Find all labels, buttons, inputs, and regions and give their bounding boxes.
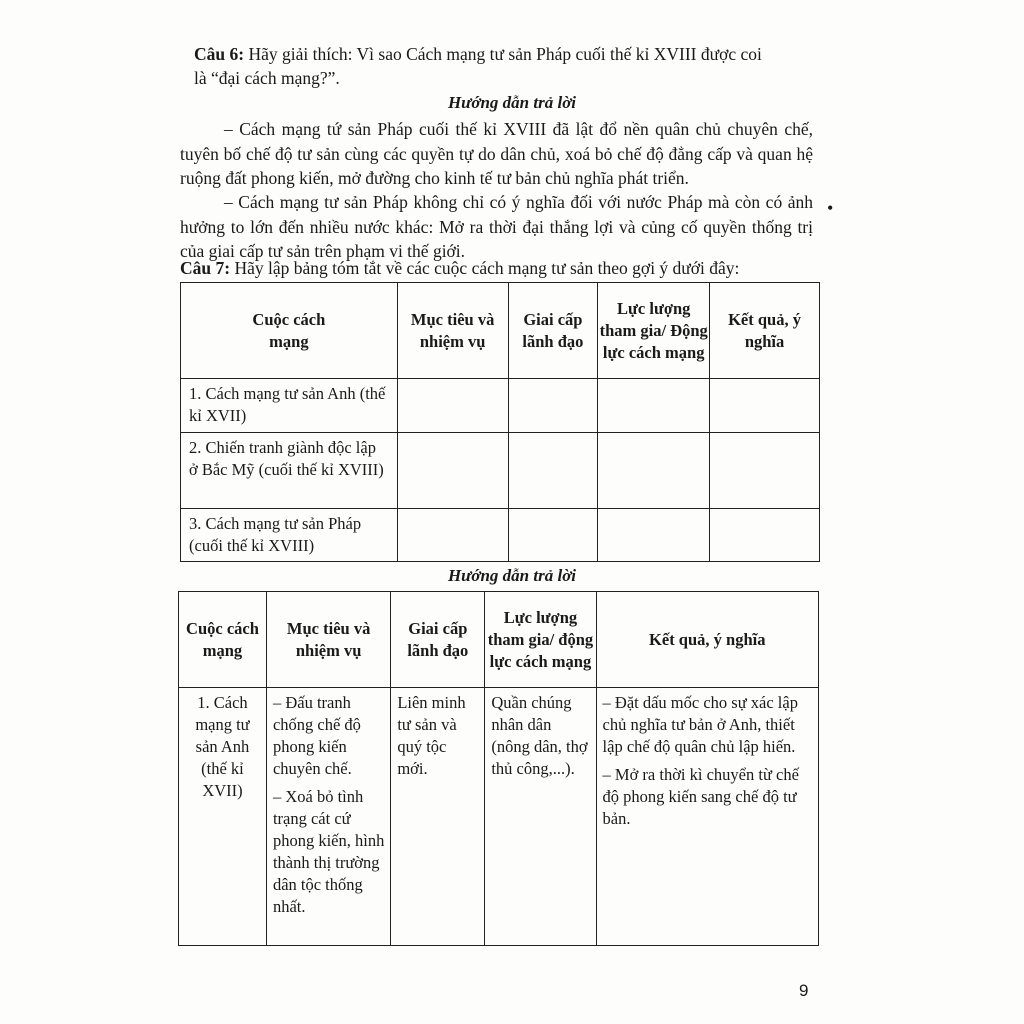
table-row xyxy=(181,379,820,433)
table-header-row xyxy=(179,592,819,688)
empty-cell xyxy=(598,379,710,433)
goals-cell xyxy=(266,688,390,946)
table-row xyxy=(181,509,820,562)
empty-cell xyxy=(598,509,710,562)
empty-cell xyxy=(598,433,710,509)
result-item: – Mở ra thời kì chuyển từ chế độ phong kiến sang chế độ tư bản. xyxy=(602,765,799,828)
question-6-text: Hãy giải thích: Vì sao Cách mạng tư sản Pháp cuối thế kỉ XVIII được coi xyxy=(248,44,762,64)
result-item: – Đặt dấu mốc cho sự xác lập chủ nghĩa tư bản ở Anh, thiết lập chế độ quân chủ lập hiến. xyxy=(602,693,798,756)
empty-cell xyxy=(710,379,820,433)
table-header-row xyxy=(181,283,820,379)
row-label: 2. Chiến tranh giành độc lập ở Bắc Mỹ (cuối thế kỉ XVIII) xyxy=(181,433,398,509)
results-cell xyxy=(596,688,818,946)
answer-guide-heading-2: Hướng dẫn trả lời xyxy=(447,566,577,585)
header-revolution: Cuộc cách mạng xyxy=(179,592,267,688)
header-leading-class: Giai cấp lãnh đạo xyxy=(508,283,598,379)
header-results: Kết quả, ý nghĩa xyxy=(596,592,818,688)
empty-cell xyxy=(710,509,820,562)
answer-6-paragraph-1: – Cách mạng tứ sản Pháp cuối thế kỉ XVIII đã lật đổ nền quân chủ chuyên chế, tuyên bố chế độ tư sản cùng các quyền tự do dân chủ, xoá bỏ chế độ đẳng cấp và quan hệ ruộng đất phong kiến, mở đường cho kinh tế tư bản chủ nghĩa phát triển. xyxy=(180,119,813,188)
header-goals: Mục tiêu và nhiệm vụ xyxy=(397,283,508,379)
row-label: 1. Cách mạng tư sản Anh (thế kỉ XVII) xyxy=(179,688,267,946)
answer-guide-heading: Hướng dẫn trả lời xyxy=(447,93,577,112)
empty-cell xyxy=(710,433,820,509)
table-row xyxy=(181,433,820,509)
goal-item: – Xoá bỏ tình trạng cát cứ phong kiến, hình thành thị trường dân tộc thống nhất. xyxy=(272,787,385,916)
empty-cell xyxy=(508,433,598,509)
question-7-text: Hãy lập bảng tóm tắt về các cuộc cách mạng tư sản theo gợi ý dưới đây: xyxy=(234,258,740,278)
table-row xyxy=(179,688,819,946)
forces-cell: Quần chúng nhân dân (nông dân, thợ thủ công,...). xyxy=(485,688,596,946)
question-7 xyxy=(180,256,830,280)
row-label: 3. Cách mạng tư sản Pháp (cuối thế kỉ XVIII) xyxy=(181,509,398,562)
summary-table-blank xyxy=(180,282,820,562)
question-7-label: Câu 7: xyxy=(180,258,231,278)
empty-cell xyxy=(397,379,508,433)
header-forces: Lực lượng tham gia/ Động lực cách mạng xyxy=(598,283,710,379)
header-forces: Lực lượng tham gia/ động lực cách mạng xyxy=(485,592,596,688)
empty-cell xyxy=(397,509,508,562)
empty-cell xyxy=(397,433,508,509)
row-label: 1. Cách mạng tư sản Anh (thế kỉ XVII) xyxy=(181,379,398,433)
empty-cell xyxy=(508,509,598,562)
question-6-text-2: là “đại cách mạng?”. xyxy=(194,68,340,88)
summary-table-answer xyxy=(178,591,819,946)
header-results: Kết quả, ý nghĩa xyxy=(710,283,820,379)
header-revolution: Cuộc cách mạng xyxy=(181,283,398,379)
page-number: 9 xyxy=(799,981,809,1000)
goal-item: – Đấu tranh chống chế độ phong kiến chuyên chế. xyxy=(272,693,361,778)
header-leading-class: Giai cấp lãnh đạo xyxy=(391,592,485,688)
empty-cell xyxy=(508,379,598,433)
leader-cell: Liên minh tư sản và quý tộc mới. xyxy=(391,688,485,946)
header-goals: Mục tiêu và nhiệm vụ xyxy=(266,592,390,688)
stray-mark: • xyxy=(827,198,834,218)
answer-6-paragraph-2: – Cách mạng tư sản Pháp không chỉ có ý nghĩa đối với nước Pháp mà còn có ảnh hưởng to lớn đến nhiều nước khác: Mở ra thời đại thắng lợi và củng cố quyền thống trị của giai cấp tư sản trên phạm vi thế giới. xyxy=(180,192,813,261)
question-6-label: Câu 6: xyxy=(194,44,245,64)
question-6 xyxy=(194,42,834,90)
